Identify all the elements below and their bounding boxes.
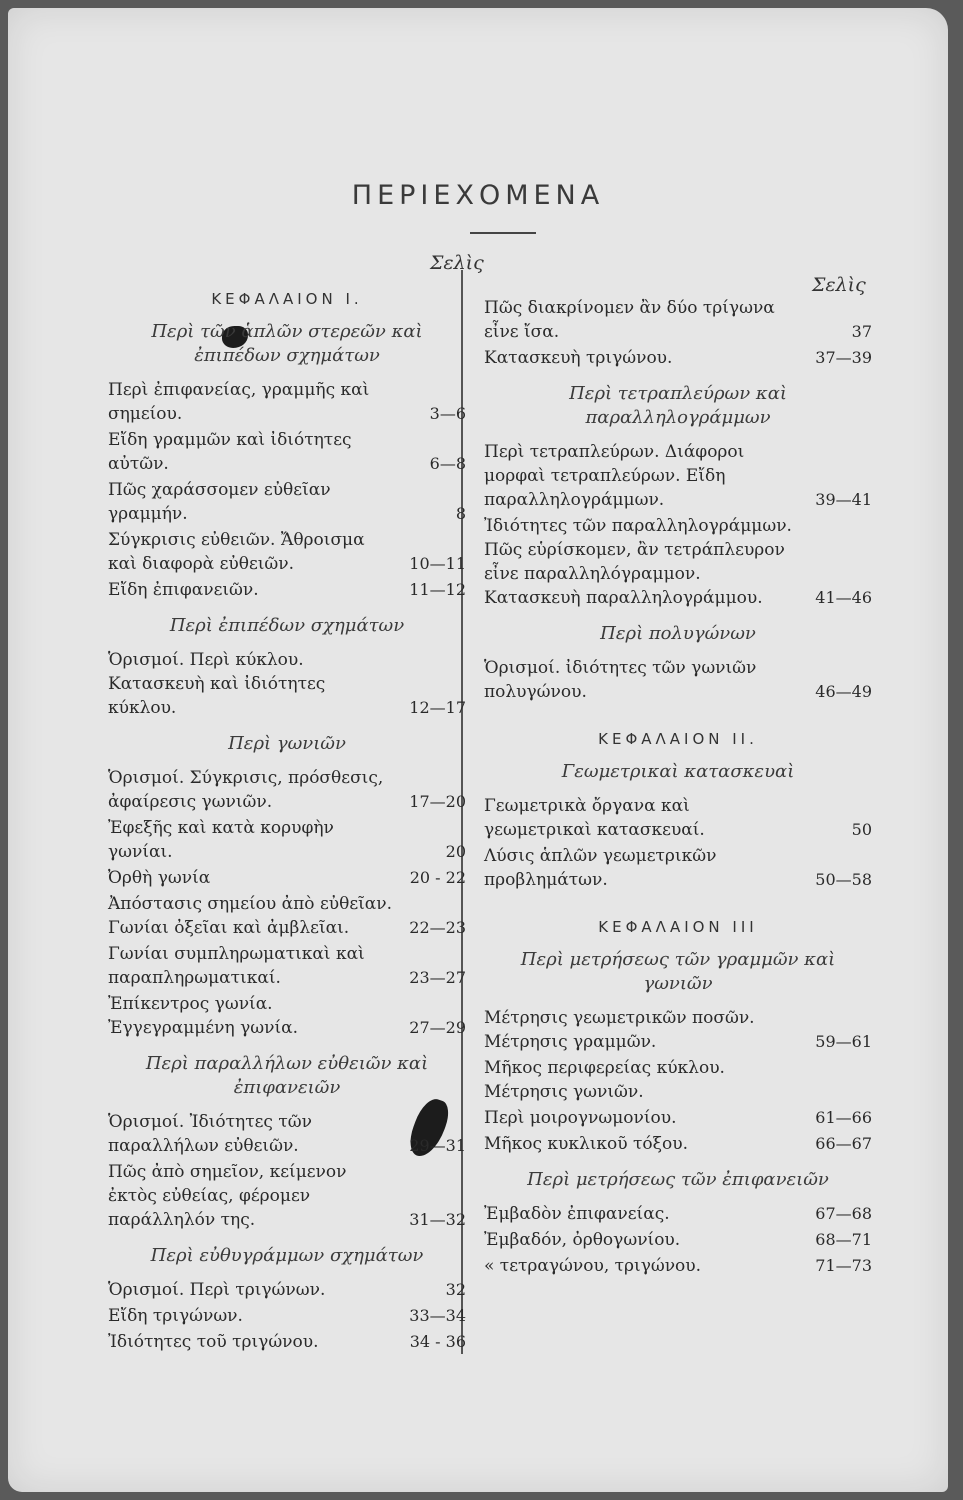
section-heading: Περὶ γωνιῶν: [228, 733, 346, 754]
toc-entry-pages: 22—23: [409, 918, 466, 937]
toc-entry-pages: 29—31: [409, 1136, 466, 1155]
toc-entry: [484, 1228, 872, 1252]
book-page: [8, 8, 948, 1492]
section-heading: Περὶ μετρήσεως τῶν γραμμῶν καὶ γωνιῶν: [520, 949, 836, 994]
section-entries: [108, 766, 466, 1040]
toc-entry: [484, 1106, 872, 1130]
toc-entry: [108, 428, 466, 476]
toc-entry-text: Ὁρισμοί. ἰδιότητες τῶν γωνιῶν πολυγώνου.: [484, 658, 757, 702]
toc-entry-text: Ἀπόστασις σημείου ἀπὸ εὐθεῖαν. Γωνίαι ὀξεῖαι καὶ ἀμβλεῖαι.: [108, 894, 393, 938]
toc-entry-pages: 3—6: [429, 404, 466, 423]
toc-entry: [108, 992, 466, 1040]
toc-entry-text: Ἰδιότητες τοῦ τριγώνου.: [108, 1332, 319, 1352]
section-entries: [108, 378, 466, 602]
toc-entry-text: Εἴδη ἐπιφανειῶν.: [108, 580, 259, 600]
toc-entry: [484, 1202, 872, 1226]
toc-entry-text: Ὁρισμοί. Σύγκρισις, πρόσθεσις, ἀφαίρεσις γωνιῶν.: [108, 768, 384, 812]
toc-entry-text: Ἐμβαδόν, ὀρθογωνίου.: [484, 1230, 681, 1250]
toc-entry: [108, 866, 466, 890]
toc-entry: [484, 844, 872, 892]
chapter-heading: ΚΕΦΑΛΑΙΟΝ Ι.: [211, 290, 363, 308]
section-entries: [108, 648, 466, 720]
toc-entry-text: Πῶς διακρίνομεν ἂν δύο τρίγωνα εἶνε ἴσα.: [484, 298, 775, 342]
page-title: ΠΕΡΙΕΧΟΜΕΝΑ: [351, 180, 605, 211]
toc-entry-pages: 27—29: [409, 1018, 466, 1037]
toc-entry: [108, 892, 466, 940]
right-sections: [484, 382, 872, 704]
toc-entry-pages: 32: [445, 1280, 466, 1299]
toc-entry: [484, 296, 872, 344]
section-heading: Περὶ πολυγώνων: [600, 623, 756, 644]
toc-entry-text: Γεωμετρικὰ ὄργανα καὶ γεωμετρικαὶ κατασκευαί.: [484, 796, 705, 840]
toc-entry-pages: 67—68: [815, 1204, 872, 1223]
toc-entry-pages: 33—34: [409, 1306, 466, 1325]
toc-entry-pages: 50: [851, 820, 872, 839]
toc-entry-pages: 41—46: [815, 588, 872, 607]
toc-entry-pages: 37: [851, 322, 872, 341]
toc-entry-pages: 59—61: [815, 1032, 872, 1051]
toc-entry-text: « τετραγώνου, τριγώνου.: [484, 1256, 702, 1276]
toc-entry: [108, 378, 466, 426]
toc-entry-text: Μῆκος περιφερείας κύκλου. Μέτρησις γωνιῶν.: [484, 1058, 725, 1102]
toc-entry-pages: 50—58: [815, 870, 872, 889]
section-heading: Περὶ ἐπιπέδων σχημάτων: [169, 615, 405, 636]
toc-entry-pages: 17—20: [409, 792, 466, 811]
toc-entry: [108, 1330, 466, 1354]
page-header-right: Σελὶς: [812, 274, 866, 296]
toc-entry-pages: 68—71: [815, 1230, 872, 1249]
section-heading: Περὶ μετρήσεως τῶν ἐπιφανειῶν: [527, 1169, 829, 1190]
toc-entry-pages: 46—49: [815, 682, 872, 701]
left-column: [108, 266, 466, 1356]
toc-entry: [484, 794, 872, 842]
toc-entry-pages: 11—12: [409, 580, 466, 599]
toc-entry: [484, 1006, 872, 1054]
toc-entry-text: Εἴδη γραμμῶν καὶ ἰδιότητες αὐτῶν.: [108, 430, 352, 474]
toc-entry: [108, 528, 466, 576]
toc-entry-text: Περὶ ἐπιφανείας, γραμμῆς καὶ σημείου.: [108, 380, 370, 424]
chapter-2-entries: [484, 794, 872, 892]
toc-entry-text: Ὁρισμοί. Περὶ κύκλου. Κατασκευὴ καὶ ἰδιότητες κύκλου.: [108, 650, 326, 718]
toc-entry: [108, 816, 466, 864]
right-intro: [484, 296, 872, 370]
toc-entry-text: Μῆκος κυκλικοῦ τόξου.: [484, 1134, 688, 1154]
toc-entry-pages: 61—66: [815, 1108, 872, 1127]
toc-entry-pages: 31—32: [409, 1210, 466, 1229]
toc-entry-text: Περὶ τετραπλεύρων. Διάφοροι μορφαὶ τετραπλεύρων. Εἴδη παραλληλογράμμων.: [484, 442, 745, 510]
toc-entry: [108, 478, 466, 526]
toc-entry-text: Ὀρθὴ γωνία: [108, 868, 211, 888]
section-heading: Περὶ τετραπλεύρων καὶ παραλληλογράμμων: [569, 383, 787, 428]
toc-entry-pages: 6—8: [429, 454, 466, 473]
section-heading: Περὶ παραλλήλων εὐθειῶν καὶ ἐπιφανειῶν: [145, 1053, 429, 1098]
toc-entry: [484, 514, 872, 610]
toc-entry-text: Λύσις ἁπλῶν γεωμετρικῶν προβλημάτων.: [484, 846, 717, 890]
toc-entry-pages: 12—17: [409, 698, 466, 717]
section-heading: Περὶ εὐθυγράμμων σχημάτων: [150, 1245, 424, 1266]
page-header-left: Σελὶς: [430, 252, 484, 274]
toc-entry-text: Ἐπίκεντρος γωνία. Ἐγγεγραμμένη γωνία.: [108, 994, 298, 1038]
toc-entry: [484, 346, 872, 370]
section-entries: [484, 656, 872, 704]
toc-entry-text: Ὁρισμοί. Περὶ τριγώνων.: [108, 1280, 326, 1300]
toc-entry: [108, 1278, 466, 1302]
right-column: [484, 266, 872, 1280]
toc-entry-pages: 66—67: [815, 1134, 872, 1153]
toc-entry-pages: 20 - 22: [409, 868, 466, 887]
chapter-3-section-2-entries: [484, 1202, 872, 1278]
chapter-3-heading: ΚΕΦΑΛΑΙΟΝ ΙΙΙ: [598, 918, 758, 936]
toc-entry: [108, 578, 466, 602]
toc-entry-pages: 10—11: [409, 554, 466, 573]
section-heading: Γεωμετρικαὶ κατασκευαὶ: [561, 761, 795, 782]
toc-entry-pages: 71—73: [815, 1256, 872, 1275]
toc-entry-pages: 23—27: [409, 968, 466, 987]
toc-entry: [484, 1132, 872, 1156]
toc-entry-text: Σύγκρισις εὐθειῶν. Ἄθροισμα καὶ διαφορὰ εὐθειῶν.: [108, 530, 365, 574]
toc-entry-text: Πῶς χαράσσομεν εὐθεῖαν γραμμήν.: [108, 480, 331, 524]
toc-entry: [484, 1056, 872, 1104]
section-heading: Περὶ τῶν ἁπλῶν στερεῶν καὶ ἐπιπέδων σχημάτων: [151, 321, 423, 366]
toc-entry: [484, 656, 872, 704]
toc-entry: [108, 766, 466, 814]
toc-entry-text: Πῶς ἀπὸ σημεῖον, κείμενον ἐκτὸς εὐθείας, φέρομεν παράλληλόν της.: [108, 1162, 347, 1230]
toc-entry: [108, 942, 466, 990]
toc-entry-text: Ἰδιότητες τῶν παραλληλογράμμων. Πῶς εὑρίσκομεν, ἂν τετράπλευρον εἶνε παραλληλόγραμμον. Κατασκευὴ παραλληλογράμμου.: [484, 516, 792, 608]
toc-entry-text: Ὁρισμοί. Ἰδιότητες τῶν παραλλήλων εὐθειῶν.: [108, 1112, 312, 1156]
toc-entry-text: Ἐμβαδὸν ἐπιφανείας.: [484, 1204, 670, 1224]
chapter-2-heading: ΚΕΦΑΛΑΙΟΝ ΙΙ.: [598, 730, 758, 748]
toc-entry-text: Κατασκευὴ τριγώνου.: [484, 348, 673, 368]
toc-entry: [108, 1160, 466, 1232]
toc-entry-pages: 39—41: [815, 490, 872, 509]
chapter-3-entries: [484, 1006, 872, 1156]
toc-entry-pages: 37—39: [815, 348, 872, 367]
toc-entry: [484, 440, 872, 512]
section-entries: [108, 1278, 466, 1354]
toc-entry: [108, 1110, 466, 1158]
toc-entry-text: Περὶ μοιρογνωμονίου.: [484, 1108, 677, 1128]
toc-entry-text: Ἐφεξῆς καὶ κατὰ κορυφὴν γωνίαι.: [108, 818, 334, 862]
toc-entry-pages: 8: [455, 504, 466, 523]
toc-entry-text: Εἴδη τριγώνων.: [108, 1306, 243, 1326]
left-sections: [108, 320, 466, 1354]
toc-entry-text: Γωνίαι συμπληρωματικαὶ καὶ παραπληρωματικαί.: [108, 944, 365, 988]
title-rule: [470, 232, 536, 234]
toc-entry: [484, 1254, 872, 1278]
toc-entry-text: Μέτρησις γεωμετρικῶν ποσῶν. Μέτρησις γραμμῶν.: [484, 1008, 755, 1052]
toc-entry-pages: 34 - 36: [409, 1332, 466, 1351]
toc-entry-pages: 20: [445, 842, 466, 861]
toc-entry: [108, 1304, 466, 1328]
section-entries: [484, 440, 872, 610]
section-entries: [108, 1110, 466, 1232]
toc-entry: [108, 648, 466, 720]
